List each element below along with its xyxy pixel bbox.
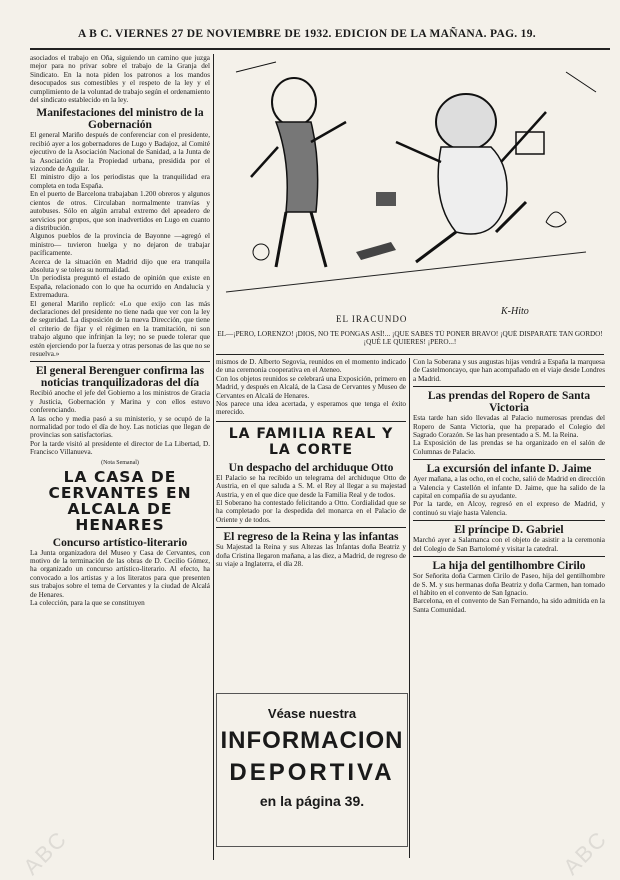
subhead-concurso: Concurso artístico-literario [52,536,188,549]
middle-column [216,358,406,688]
column-rule [213,54,214,860]
subhead-archiduque: Un despacho del archiduque Otto [228,461,394,474]
column-rule [409,358,410,858]
section-rule [216,421,406,422]
caption-rule [216,354,604,355]
cartoon-title: EL IRACUNDO [336,314,408,324]
watermark: ABC [18,825,73,880]
masthead: A B C. VIERNES 27 DE NOVIEMBRE DE 1932. EDICION DE LA MAÑANA. PAG. 19. [78,28,536,40]
cartoon-caption: EL—¡PERO, LORENZO! ¡DIOS, NO TE PONGAS ASÍ!... ¡QUE SABES TÚ PONER BRAVO! ¡QUÉ DISPARATE TAN GORDO! ¡QUÉ LE QUIERES! ¡PERO...! [217,330,603,347]
cartoon-illustration [216,52,604,314]
paragraph: Esta tarde han sido llevadas al Palacio numerosas prendas del Ropero de Santa Victoria, que ha preparado el Colegio del Sagrado Corazón. Se las han presentado a S. M. la Reina. [413,414,605,440]
paragraph: mismos de D. Alberto Segovia, reunidos en el momento indicado de una ceremonia cooperativa en el Ateneo. [216,358,406,375]
headline-ropero: Las prendas del Ropero de Santa Victoria [427,390,591,415]
paragraph: El ministro dijo a los periodistas que la tranquilidad era completa en toda España. [30,173,210,190]
headline-familia-real: LA FAMILIA REAL Y LA CORTE [228,425,394,458]
right-column [413,358,605,858]
headline-infante-jaime: La excursión del infante D. Jaime [426,463,592,476]
paragraph: Nos parece una idea acertada, y esperamos que tenga el éxito merecido. [216,400,406,417]
paragraph: El general Mariño replicó: «Lo que exijo con las más declaraciones del presidente no tiene nada que ver con la ley de seguridad. La disposición de la nueva Dirección, que tiene el criterio de fijar y el régimen en la tramitación, ni son trabajo alguno que infrinjan la ley; no se puede tolerar que estén ejerciendo por la fuerza y otras personas de las que no se resuelva.» [30,299,210,358]
watermark: ABC [558,825,613,880]
paragraph: Por la tarde, en Alcoy, regresó en el expreso de Madrid, y continuó su viaje hasta Valencia. [413,500,605,517]
headline-casa-cervantes: LA CASA DE CERVANTES EN ALCALA DE HENARES [48,467,192,534]
paragraph: Sor Señorita doña Carmen Cirilo de Paseo, hija del gentilhombre de S. M. y sus hermanas doña Beatriz y doña Carmen, han tomado el hábito en el convento de San Ignacio. [413,572,605,597]
paragraph: Barcelona, en el convento de San Fernando, ha sido admitida en la Santa Comunidad. [413,597,605,614]
cartoon-signature: K-Hito [501,306,529,317]
masthead-rule [30,48,610,50]
paragraph: Ayer mañana, a las ocho, en el coche, salió de Madrid en dirección a Valencia y Castellón el infante D. Jaime, que ha salido de la capital en compañía de su ayudante. [413,475,605,501]
paragraph: La Exposición de las prendas se ha organizado en el salón de Columnas de Palacio. [413,439,605,456]
ad-box-deportiva [216,693,408,847]
paragraph: Algunos pueblos de la provincia de Bayonne —agregó el ministro— tuvieron huelga y no dejaron de trabajar pacíficamente. [30,232,210,258]
paragraph: La colección, para la que se constituyen [30,599,145,608]
headline-berenguer: El general Berenguer confirma las noticias tranquilizadoras del día [35,365,205,390]
paragraph: Marchó ayer a Salamanca con el objeto de asistir a la ceremonia del Colegio de San Bartolomé y visitar la catedral. [413,536,605,553]
paragraph: Un periodista preguntó el estado de opinión que existe en España, relacionado con lo que ha ocurrido en Andalucía y Extremadura. [30,274,210,300]
ad-line-3: DEPORTIVA [229,759,395,786]
paragraph: En el puerto de Barcelona trabajaban 1.200 obreros y algunos cientos de otros. Circulaban normalmente tranvías y autobuses. Sólo en algún arrabal extremo del apeadero de servicios por grupos, que son inadvertidos en Lugo en cuanto a distribución. [30,190,210,232]
section-rule [413,459,605,460]
paragraph: La Junta organizadora del Museo y Casa de Cervantes, con motivo de la terminación de las obras de D. Cecilio Gómez, ha organizado un concurso artístico-literario. Al efecto, ha convocado a los artistas y a los literatos para que presenten sus trabajos sobre el tema de Cervantes y la ciudad de Alcalá de Henares. [30,548,210,599]
ad-line-4: en la página 39. [259,793,365,809]
section-rule [413,386,605,387]
paragraph: Su Majestad la Reina y sus Altezas las Infantas doña Beatriz y doña Cristina llegaron mañana, a las diez, a Madrid, de regreso de su viaje a Inglaterra, el día 28. [216,543,406,569]
paragraph: Recibió anoche el jefe del Gobierno a los ministros de Gracia y Justicia, Gobernación y Marina y con ellos estuvo conferenciando. [30,389,210,415]
headline-principe-gabriel: El príncipe D. Gabriel [454,524,564,537]
subhead-regreso-reina: El regreso de la Reina y las infantas [223,531,399,544]
headline-hija-cirilo: La hija del gentilhombre Cirilo [432,560,586,573]
paragraph: Con los objetos reunidos se celebrará una Exposición, primero en Madrid, y después en Alcalá, de la Casa de Cervantes y Museo de Cervantes en Alcalá de Henares. [216,374,406,400]
left-column [30,54,210,860]
cartoon [216,52,604,328]
intro-text: asociados el trabajo en Oña, siguiendo un camino que juzga mejor para no privar sobre el trabajo de la Granja del Sindicato. En la nota piden los patronos a los mandos desocupados sus comestibles y el respeto de la ley y el cumplimiento de la voluntad de trabajo según el ordenamiento del sindicato establecido en la ley. [30,54,210,105]
paragraph: El Palacio se ha recibido un telegrama del archiduque Otto de Austria, en el que saluda a S. M. el Rey al llegar a su majestad Austria, y en el que dice que desde la Familia Real y de todos. [216,473,406,499]
paragraph: Acerca de la situación en Madrid dijo que era tranquila absoluta y se tolera su normalidad. [30,257,210,274]
ad-line-2: INFORMACION [220,727,404,754]
section-rule [216,527,406,528]
section-rule [413,520,605,521]
paragraph: Con la Soberana y sus augustas hijas vendrá a España la marquesa de Castelmoncayo, que han acompañado en el viaje desde Londres a Madrid. [413,358,605,383]
section-rule [413,556,605,557]
section-rule [30,361,210,362]
paragraph: El Soberano ha contestado felicitando a Otto. Cordialidad que se ha completado por la despedida del monarca en el Palacio de Oriente y de todos. [216,499,406,524]
paragraph: El general Mariño después de conferenciar con el presidente, recibió ayer a los gobernadores de Lugo y Badajoz, al Comité ejecutivo de la Asociación Nacional de Sanidad, a la Junta de la Asociación de la Propiedad urbana, presidida por el vizconde de Aguilar. [30,131,210,174]
ornament: (Nota Semanal) [101,459,139,466]
paragraph: A las ocho y media pasó a su ministerio, y se ocupó de la normalidad por todo el día de hoy. Las noticias que llegan de provincias son satisfactorias. [30,414,210,440]
headline-gobernacion: Manifestaciones del ministro de la Gobernación [36,107,204,132]
ad-line-1: Véase nuestra [267,706,357,721]
paragraph: Por la tarde visitó al presidente el director de La Libertad, D. Francisco Villanueva. [30,439,210,457]
